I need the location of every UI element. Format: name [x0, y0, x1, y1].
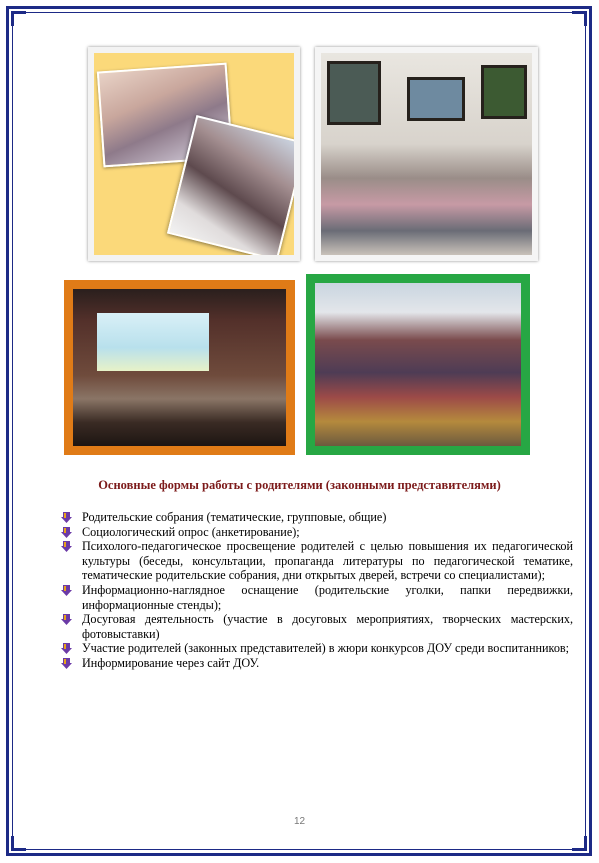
painting — [327, 61, 381, 125]
painting — [407, 77, 465, 121]
arrow-bullet-icon — [61, 643, 72, 654]
list-item — [58, 525, 573, 540]
list-item-text: Досуговая деятельность (участие в досуговых мероприятиях, творческих мастерских, фотовыставки) — [82, 612, 573, 641]
list-item-text: Родительские собрания (тематические, групповые, общие) — [82, 510, 387, 524]
list-item — [58, 539, 573, 583]
photo-museum-group — [315, 47, 538, 261]
list-item-text: Участие родителей (законных представителей) в жюри конкурсов ДОУ среди воспитанников; — [82, 641, 570, 656]
arrow-bullet-icon — [61, 658, 72, 669]
list-item — [58, 510, 573, 525]
list-item-text: Информирование через сайт ДОУ. — [82, 655, 260, 670]
work-forms-list — [58, 510, 573, 671]
list-item — [58, 641, 573, 656]
photo-workshop-collage — [88, 47, 300, 261]
list-item — [58, 656, 573, 671]
painting — [481, 65, 527, 119]
arrow-bullet-icon — [61, 614, 72, 625]
arrow-bullet-icon — [61, 541, 72, 552]
arrow-bullet-icon — [61, 512, 72, 523]
photo-sports-event — [306, 274, 530, 455]
list-item — [58, 583, 573, 612]
list-item-text: Психолого-педагогическое просвещение родителей с целью повышения их педагогической культуры (беседы, консультации, пропаганда литературы по педагогической тематике, тематические родительские собрания, дни открытых дверей, встречи со специалистами); — [82, 539, 573, 583]
list-item — [58, 612, 573, 641]
list-item-text: Социологический опрос (анкетирование); — [82, 524, 300, 539]
section-title: Основные формы работы с родителями (законными представителями) — [98, 478, 501, 492]
list-item-text: Информационно-наглядное оснащение (родительские уголки, папки передвижки, информационные стенды); — [82, 582, 573, 612]
page-number: 12 — [293, 816, 306, 827]
photo-stage-performance — [64, 280, 295, 455]
arrow-bullet-icon — [61, 527, 72, 538]
stage-screen — [97, 313, 209, 371]
arrow-bullet-icon — [61, 585, 72, 596]
